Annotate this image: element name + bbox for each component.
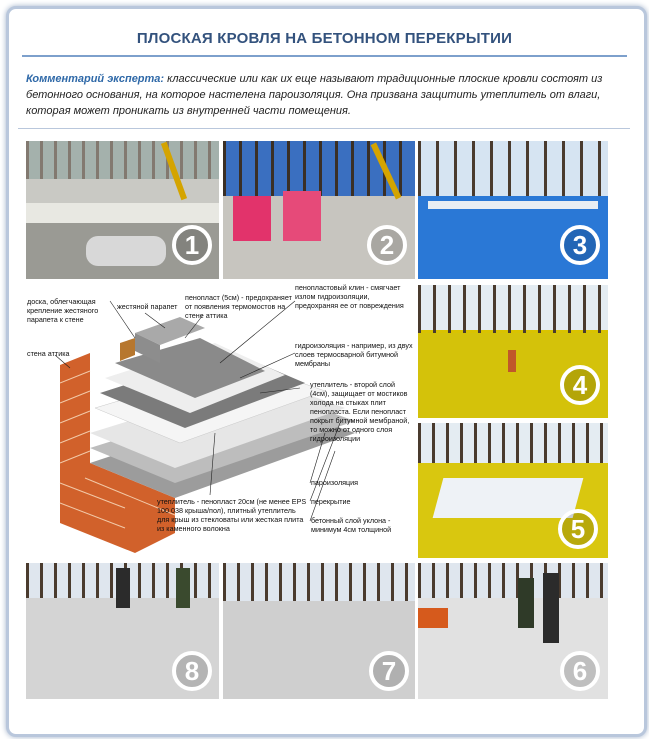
photo-step-4 <box>418 285 608 418</box>
expert-comment <box>26 71 624 119</box>
step-badge-6: 6 <box>560 651 600 691</box>
label-hydro: гидроизоляция - например, из двух слоев термосварной битумной мембраны <box>295 341 413 368</box>
divider <box>18 128 630 129</box>
label-foam-5cm: пенопласт (5см) - предохраняет от появления термомостов на стене аттика <box>185 293 292 320</box>
roof-layers-diagram <box>25 283 414 555</box>
photo-step-1 <box>26 141 219 279</box>
label-attic-wall: стена аттика <box>27 349 70 358</box>
photo-step-6 <box>418 563 608 699</box>
step-badge-2: 2 <box>367 225 407 265</box>
label-slab: перекрытие <box>311 497 351 506</box>
photo-step-3 <box>418 141 608 279</box>
page-title: ПЛОСКАЯ КРОВЛЯ НА БЕТОННОМ ПЕРЕКРЫТИИ <box>136 30 513 47</box>
photo-step-7 <box>223 563 415 699</box>
label-vapor-barrier: пароизоляция <box>311 478 359 487</box>
photo-step-8 <box>26 563 219 699</box>
label-board: доска, облегчающая крепление жестяного парапета к стене <box>27 297 99 324</box>
step-badge-7: 7 <box>369 651 409 691</box>
label-insulation-2: утеплитель - второй слой (4см), защищает от мостиков холода на стыках плит пенопласта. Если пенопласт покрыт битумной мембраной, то можно от одного слоя гидроизоляции <box>310 380 410 443</box>
label-foam-wedge: пенопластовый клин - смягчает излом гидроизоляции, предохраняя ее от повреждения <box>295 283 404 310</box>
label-insulation-20cm: утеплитель - пенопласт 20см (не менее EPS 100 038 крыша/пол), плитный утеплитель для крыш из стекловаты или жесткая плита из каменного волокна <box>157 497 307 533</box>
step-badge-8: 8 <box>172 651 212 691</box>
photo-step-5 <box>418 423 608 558</box>
comment-text: классические или как их еще называют традиционные плоские кровли состоят из бетонного основания, на которое настелена пароизоляция. Она призвана защитить утеплитель от влаги, которая может проникать из внутренней части помещения. <box>26 73 603 117</box>
label-screed: бетонный слой уклона - минимум 4см толщиной <box>311 516 392 534</box>
photo-step-2 <box>223 141 415 279</box>
comment-label: Комментарий эксперта: <box>26 73 165 85</box>
step-badge-1: 1 <box>172 225 212 265</box>
step-badge-5: 5 <box>558 509 598 549</box>
step-badge-4: 4 <box>560 365 600 405</box>
step-badge-3: 3 <box>560 225 600 265</box>
title-divider <box>22 55 627 57</box>
label-tin-parapet: жестяной парапет <box>117 302 178 311</box>
